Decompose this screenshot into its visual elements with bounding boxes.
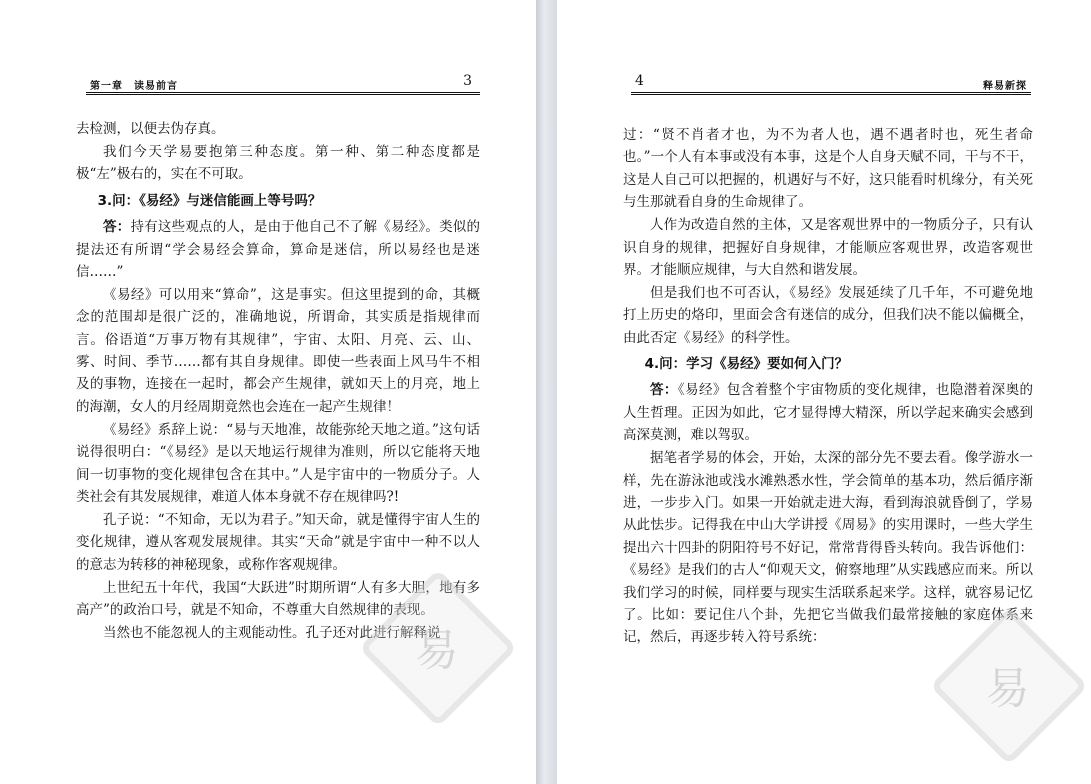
paragraph-text: 《易经》系辞上说：“易与天地准，故能弥纶天地之道。”这句话说得很明白：“《易经》是以天地运行规律为准则，所以它能将天地间一切事物的变化规律包含在其中。”人是宇宙中的一物质分子。人类社会有其发展规律，难道人体本身就不存在规律吗?!	[76, 421, 480, 505]
left-page-body	[76, 118, 480, 645]
book-title: 释易新探	[983, 81, 1027, 92]
paragraph-text: 持有这些观点的人，是由于他自己不了解《易经》。类似的提法还有所谓“学会易经会算命，算命是迷信，所以易经也是迷信……”	[76, 219, 481, 280]
page-gutter	[536, 0, 557, 784]
paragraph	[76, 216, 480, 283]
paragraph	[76, 118, 480, 140]
paragraph-text: 上世纪五十年代，我国“大跃进”时期所谓“人有多大胆，地有多高产”的政治口号，就是不知命，不尊重大自然规律的表现。	[76, 579, 480, 619]
paragraph-text: 当然也不能忽视人的主观能动性。孔子还对此进行解释说	[103, 624, 441, 641]
paragraph	[76, 509, 480, 576]
paragraph-text: 去检测，以便去伪存真。	[76, 121, 225, 137]
watermark-stamp: 易	[359, 569, 517, 727]
chapter-title: 第一章 读易前言	[90, 81, 178, 92]
paragraph-text: 人作为改造自然的主体，又是客观世界中的一物质分子，只有认识自身的规律，把握好自身规律，才能顺应客观世界，改造客观世界。才能顺应规律，与大自然和谐发展。	[623, 217, 1033, 278]
left-page	[4, 0, 536, 784]
paragraph	[623, 282, 1033, 349]
paragraph-text: 《易经》包含着整个宇宙物质的变化规律，也隐潜着深奥的人生哲理。正因为如此，它才显得博大精深，所以学起来确实会感到高深莫测，难以驾驭。	[623, 382, 1034, 444]
paragraph	[623, 379, 1033, 446]
paragraph-text: 但是我们也不可否认，《易经》发展延续了几千年，不可避免地打上历史的烙印，里面会含有迷信的成分，但我们决不能以偏概全，由此否定《易经》的科学性。	[623, 284, 1033, 346]
page-number: 4	[635, 73, 644, 89]
paragraph-text: 据笔者学易的体会，开始，太深的部分先不要去看。像学游水一样，先在游泳池或浅水滩熟悉水性，学会简单的基本功，然后循序渐进，一步步入门。如果一开始就走进大海，看到海浪就昏倒了，学易从此怯步。记得我在中山大学讲授《周易》的实用课时，一些大学生提出六十四卦的阴阳符号不好记，常常背得昏头转向。我告诉他们：《易经》是我们的古人“仰观天文，俯察地理”从实践感应而来。所以我们学习的时候，同样要与现实生活联系起来学。这样，就容易记忆了。比如：要记住八个卦，先把它当做我们最常接触的家庭体系来记，然后，再逐步转入符号系统：	[623, 450, 1033, 646]
right-page-body	[623, 124, 1033, 649]
answer-label: 答：	[103, 219, 131, 236]
watermark-stamp: 易	[930, 607, 1088, 765]
paragraph-text: 过：“贤不肖者才也，为不为者人也，遇不遇者时也，死生者命也。”一个人有本事或没有本事，这是个人自身天赋不同，干与不干，这是人自己可以把握的，机遇好与不好，这只能看时机缘分，有关死与生那就看自身的生命规律了。	[623, 127, 1033, 211]
paragraph	[623, 124, 1033, 214]
paragraph-text: 《易经》可以用来“算命”，这是事实。但这里提到的命，其概念的范围却是很广泛的，准确地说，所谓命，其实质是指规律而言。俗语道“万事万物有其规律”，宇宙、太阳、月亮、云、山、雾、时间、季节……都有其自身规律。即使一些表面上风马牛不相及的事物，连接在一起时，都会产生规律，就如天上的月亮，地上的海潮，女人的月经周期竟然也会连在一起产生规律！	[76, 286, 480, 415]
right-page-header	[631, 72, 1031, 95]
page-number: 3	[463, 73, 472, 89]
question-heading: 3.问：《易经》与迷信能画上等号吗？	[97, 192, 322, 209]
paragraph	[76, 284, 480, 418]
right-page	[557, 0, 1091, 784]
paragraph	[623, 447, 1033, 649]
paragraph	[623, 214, 1033, 281]
question-heading: 4.问：学习《易经》要如何入门？	[644, 356, 849, 373]
answer-label: 答：	[650, 382, 678, 399]
paragraph-text: 孔子说：“不知命，无以为君子。”知天命，就是懂得宇宙人生的变化规律，遵从客观发展规律。其实“天命”就是宇宙中一种不以人的意志为转移的神秘现象，或称作客观规律。	[76, 511, 480, 573]
left-page-header	[86, 72, 480, 95]
paragraph	[76, 141, 480, 186]
paragraph-text: 我们今天学易要抱第三种态度。第一种、第二种态度都是极“左”极右的，实在不可取。	[76, 143, 480, 183]
paragraph	[76, 419, 480, 509]
